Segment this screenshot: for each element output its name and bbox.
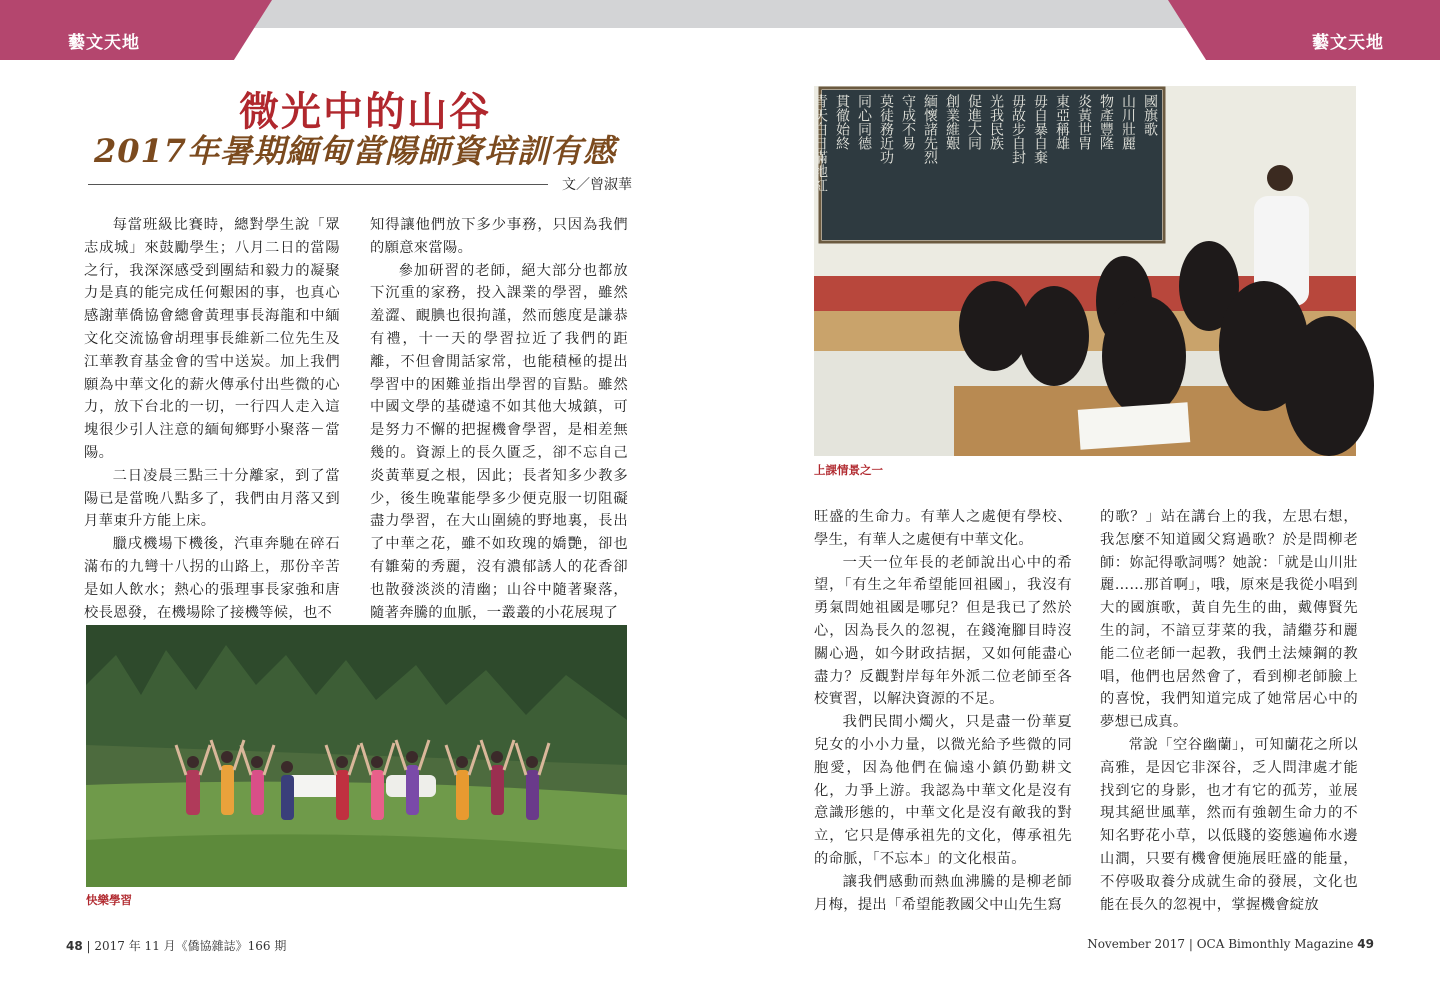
issue-info-right: November 2017 | OCA Bimonthly Magazine — [1087, 937, 1354, 951]
blackboard-line: 毋自暴自棄 — [1032, 94, 1048, 164]
paragraph: 每當班級比賽時，總對學生說「眾志成城」來鼓勵學生；八月二日的當陽之行，我深深感受到團結和毅力的凝聚力是真的能完成任何艱困的事，也真心感謝華僑協會總會黃理事長海龍和中緬文化交流協會胡理事長維新二位先生及江華教育基金會的雪中送炭。加上我們願為中華文化的薪火傳承付出些微的心力，放下台北的一切，一行四人走入這塊很少引人注意的緬甸鄉野小聚落－當陽。 — [84, 217, 340, 461]
blackboard-text — [812, 94, 1160, 236]
header-band — [250, 0, 1190, 28]
section-label-left: 藝文天地 — [68, 33, 140, 53]
classroom-photo — [814, 86, 1356, 456]
blackboard-line: 守成不易 — [900, 94, 916, 150]
title-divider — [88, 184, 548, 185]
text-column-1 — [84, 214, 340, 624]
blackboard-line: 炎黃世胄 — [1076, 94, 1092, 150]
blackboard-line: 光我民族 — [988, 94, 1004, 150]
page-number-right: 49 — [1357, 937, 1374, 951]
paragraph: 知得讓他們放下多少事務，只因為我們的願意來當陽。 — [370, 217, 628, 256]
blackboard-line: 國旗歌 — [1142, 94, 1158, 136]
paragraph: 參加研習的老師，絕大部分也都放下沉重的家務，投入課業的學習，雖然羞澀、靦腆也很拘謹，然而態度是謙恭有禮，十一天的學習拉近了我們的距離，不但會閒話家常，也能積極的提出學習中的困難並指出學習的盲點。雖然中國文學的基礎遠不如其他大城鎮，可是努力不懈的把握機會學習，是相差無幾的。資源上的長久匱乏，卻不忘自己炎黃華夏之根，因此；長者知多少教多少，後生晚輩能學多少便克服一切阻礙盡力學習，在大山圍繞的野地裏，長出了中華之花，雖不如玫瑰的嬌艷，卻也有雛菊的秀麗，沒有濃郁誘人的花香卻也散發淡淡的清幽；山谷中隨著聚落，隨著奔騰的血脈，一叢叢的小花展現了 — [370, 262, 628, 621]
dancing-teachers-image — [86, 625, 627, 887]
paragraph: 常說「空谷幽蘭」，可知蘭花之所以高雅，是因它非深谷，乏人問津處才能找到它的身影，也才有它的孤芳，並展現其絕世風華，然而有強韌生命力的不知名野花小草，以低賤的姿態遍佈水邊山澗，只要有機會便施展旺盛的能量，不停吸取養分成就生命的發展，文化也能在長久的忽視中，掌握機會綻放 — [1100, 736, 1358, 913]
blackboard-line: 貫徹始終 — [834, 94, 850, 150]
blackboard-line: 山川壯麗 — [1120, 94, 1136, 150]
paragraph: 二日凌晨三點三十分離家，到了當陽已是當晚八點多了，我們由月落又到月華東升方能上床。 — [84, 467, 340, 530]
footer-right — [1087, 937, 1374, 951]
paragraph: 我們民間小燭火，只是盡一份華夏兒女的小小力量，以微光給予些微的同胞愛，因為他們在偏遠小鎮仍勤耕文化，力爭上游。我認為中華文化是沒有意識形態的，中華文化是沒有敵我的對立，它只是傳承祖先的文化，傳承祖先的命脈，「不忘本」的文化根苗。 — [814, 714, 1072, 867]
footer-left: 48 | 2017 年 11 月《僑協雜誌》166 期 — [66, 939, 287, 953]
article-title: 微光中的山谷 — [239, 88, 491, 135]
text-column-2 — [370, 214, 628, 624]
blackboard-line: 莫徒務近功 — [878, 94, 894, 164]
section-label-right: 藝文天地 — [1312, 33, 1384, 53]
paragraph: 旺盛的生命力。有華人之處便有學校、學生，有華人之處便有中華文化。 — [814, 509, 1072, 548]
outdoor-photo — [86, 625, 627, 887]
blackboard-line: 創業維艱 — [944, 94, 960, 150]
paragraph: 讓我們感動而熱血沸騰的是柳老師月梅，提出「希望能教國父中山先生寫 — [814, 873, 1072, 913]
issue-info-left: 2017 年 11 月《僑協雜誌》166 期 — [94, 939, 287, 953]
outdoor-photo-caption: 快樂學習 — [86, 893, 132, 907]
blackboard-line: 物產豐隆 — [1098, 94, 1114, 150]
article-subtitle: 2017年暑期緬甸當陽師資培訓有感 — [93, 132, 617, 170]
text-column-3 — [814, 506, 1072, 916]
blackboard-line: 毋故步自封 — [1010, 94, 1026, 164]
paragraph: 的歌？」站在講台上的我，左思右想，我怎麼不知道國父寫過歌？於是問柳老師：妳記得歌詞嗎？她說：「就是山川壯麗……那首啊」，哦，原來是我從小唱到大的國旗歌，黃自先生的曲，戴傳賢先生的詞，不諳豆芽菜的我，請繼芬和麗能二位老師一起教，我們土法煉鋼的教唱，他們也居然會了，看到柳老師臉上的喜悅，我們知道完成了她常居心中的夢想已成真。 — [1100, 509, 1358, 731]
paragraph: 一天一位年長的老師說出心中的希望，「有生之年希望能回祖國」，我沒有勇氣問她祖國是哪兒？但是我已了然於心，因為長久的忽視，在錢淹腳目時沒關心過，如今財政拮据，又如何能盡心盡力？反觀對岸每年外派二位老師至各校實習，以解決資源的不足。 — [814, 554, 1072, 708]
classroom-photo-caption: 上課情景之一 — [814, 463, 883, 477]
blackboard-line: 東亞稱雄 — [1054, 94, 1070, 150]
text-column-4 — [1100, 506, 1358, 916]
byline: 文／曾淑華 — [562, 177, 632, 193]
blackboard-line: 緬懷諸先烈 — [922, 94, 938, 164]
blackboard-line: 同心同德 — [856, 94, 872, 150]
blackboard-line: 青天白日滿地紅 — [812, 94, 828, 192]
page-number-left: 48 — [66, 939, 83, 953]
blackboard-line: 促進大同 — [966, 94, 982, 150]
paragraph: 臘戌機場下機後，汽車奔馳在碎石滿布的九彎十八拐的山路上，那份辛苦是如人飲水；熱心的張理事長家強和唐校長恩發，在機場除了接機等候，也不 — [84, 536, 340, 621]
section-tab-right — [1168, 0, 1440, 60]
